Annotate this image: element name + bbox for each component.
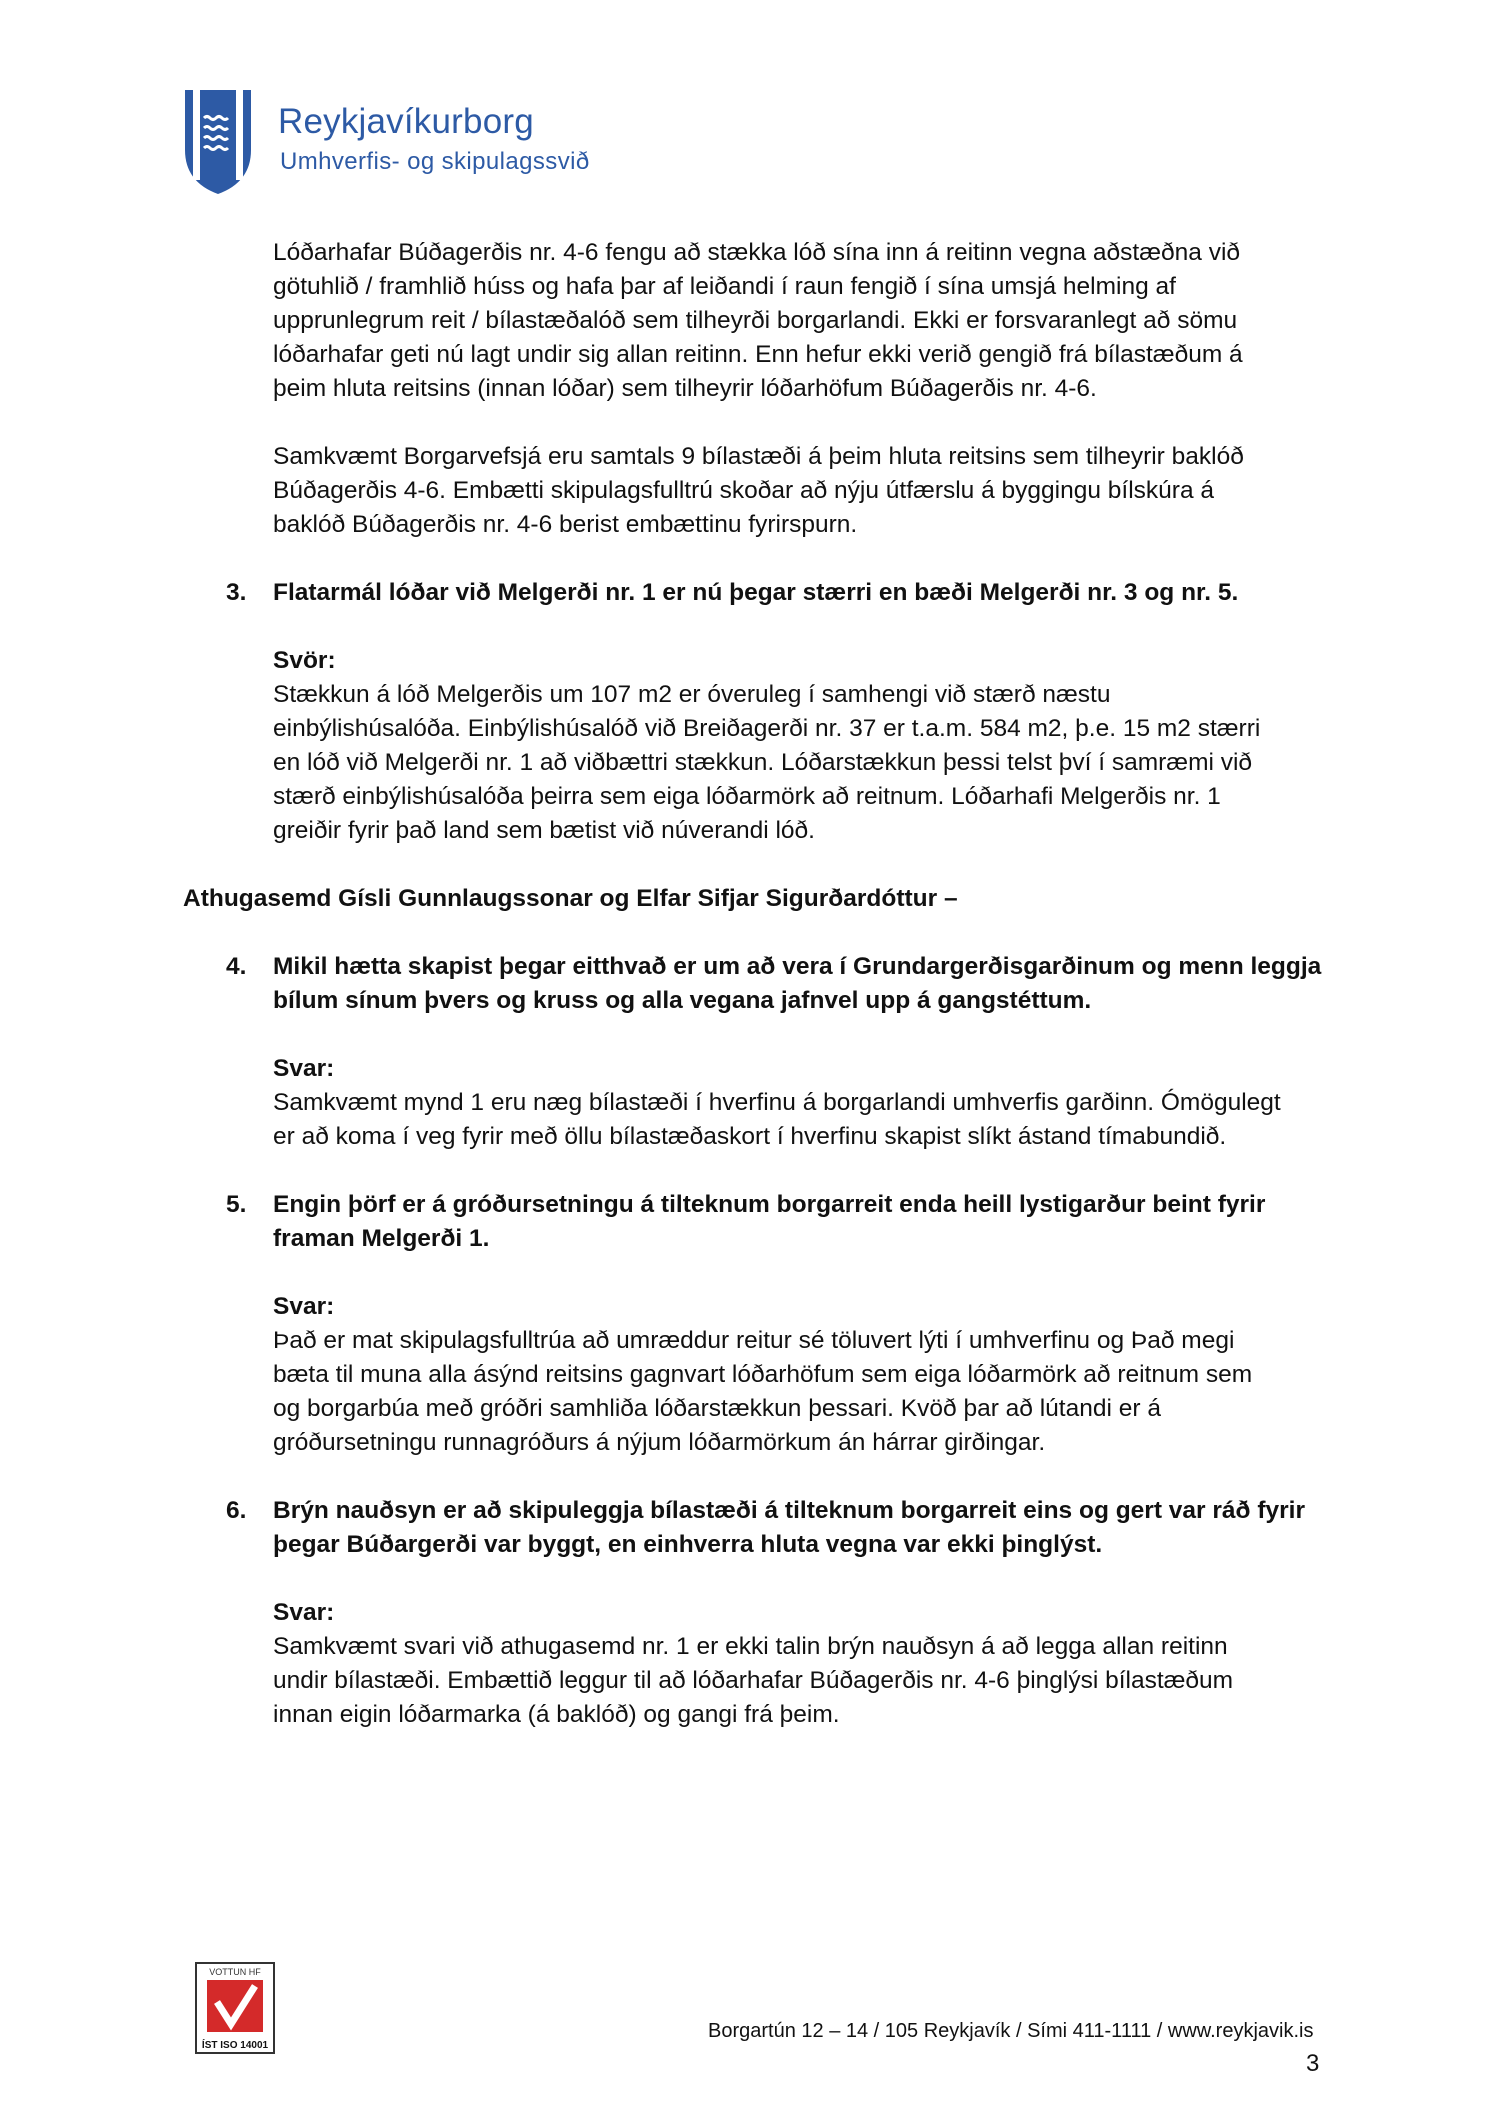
answer-line: en lóð við Melgerði nr. 1 að viðbættri stækkun. Lóðarstækkun þessi telst því í samræmi við: [273, 749, 1253, 776]
question-line: Engin þörf er á gróðursetningu á tilteknum borgarreit enda heill lystigarður beint fyrir: [273, 1191, 1266, 1218]
answer-line: Stækkun á lóð Melgerðis um 107 m2 er óveruleg í samhengi við stærð næstu: [273, 681, 1111, 708]
body-line: Samkvæmt Borgarvefsjá eru samtals 9 bílastæði á þeim hluta reitsins sem tilheyrir baklóð: [273, 443, 1244, 470]
question-line: framan Melgerði 1.: [273, 1225, 490, 1252]
section-heading: Athugasemd Gísli Gunnlaugssonar og Elfar Sifjar Sigurðardóttur –: [183, 885, 958, 912]
body-line: Lóðarhafar Búðagerðis nr. 4-6 fengu að stækka lóð sína inn á reitinn vegna aðstæðna við: [273, 239, 1241, 266]
department-name: Umhverfis- og skipulagssvið: [280, 148, 590, 175]
answer-label: Svör:: [273, 647, 336, 674]
answer-line: gróðursetningu runnagróðurs á nýjum lóðarmörkum án hárrar girðingar.: [273, 1429, 1046, 1456]
page-number: 3: [1306, 2050, 1320, 2077]
body-line: þeim hluta reitsins (innan lóðar) sem tilheyrir lóðarhöfum Búðagerðis nr. 4-6.: [273, 375, 1097, 402]
body-line: götuhlið / framhlið húss og hafa þar af leiðandi í raun fengið í sína umsjá helming af: [273, 273, 1176, 300]
answer-line: undir bílastæði. Embættið leggur til að lóðarhafar Búðagerðis nr. 4-6 þinglýsi bílastæðum: [273, 1667, 1234, 1694]
question-line: þegar Búðargerði var byggt, en einhverra hluta vegna var ekki þinglýst.: [273, 1531, 1103, 1558]
svg-text:VOTTUN HF: VOTTUN HF: [209, 1967, 261, 1977]
answer-line: og borgarbúa með gróðri samhliða lóðarstækkun þessari. Kvöð þar að lútandi er á: [273, 1395, 1161, 1422]
item-number: 6.: [226, 1497, 247, 1524]
answer-line: er að koma í veg fyrir með öllu bílastæðaskort í hverfinu skapist slíkt ástand tímabundið.: [273, 1123, 1227, 1150]
question-line: Flatarmál lóðar við Melgerði nr. 1 er nú þegar stærri en bæði Melgerði nr. 3 og nr. 5.: [273, 579, 1239, 606]
item-number: 3.: [226, 579, 247, 606]
svg-text:ÍST ISO 14001: ÍST ISO 14001: [201, 2040, 269, 2051]
answer-line: Það er mat skipulagsfulltrúa að umræddur reitur sé töluvert lýti í umhverfinu og Það megi: [273, 1327, 1235, 1354]
question-line: Brýn nauðsyn er að skipuleggja bílastæði á tilteknum borgarreit eins og gert var ráð fyrir: [273, 1497, 1305, 1524]
item-number: 5.: [226, 1191, 247, 1218]
org-name: Reykjavíkurborg: [278, 102, 534, 141]
body-line: Búðagerðis 4-6. Embætti skipulagsfulltrú skoðar að nýju útfærslu á byggingu bílskúra á: [273, 477, 1215, 504]
answer-line: einbýlishúsalóða. Einbýlishúsalóð við Breiðagerði nr. 37 er t.a.m. 584 m2, þ.e. 15 m2 stærri: [273, 715, 1261, 742]
answer-line: innan eigin lóðarmarka (á baklóð) og gangi frá þeim.: [273, 1701, 840, 1728]
answer-line: stærð einbýlishúsalóða þeirra sem eiga lóðarmörk að reitnum. Lóðarhafi Melgerðis nr. 1: [273, 783, 1221, 810]
answer-label: Svar:: [273, 1055, 335, 1082]
answer-line: greiðir fyrir það land sem bætist við núverandi lóð.: [273, 817, 815, 844]
reykjavik-coat-of-arms-logo: [183, 88, 253, 196]
answer-label: Svar:: [273, 1293, 335, 1320]
question-line: Mikil hætta skapist þegar eitthvað er um að vera í Grundargerðisgarðinum og menn leggja: [273, 953, 1322, 980]
answer-label: Svar:: [273, 1599, 335, 1626]
question-line: bílum sínum þvers og kruss og alla vegana jafnvel upp á gangstéttum.: [273, 987, 1092, 1014]
answer-line: bæta til muna alla ásýnd reitsins gagnvart lóðarhöfum sem eiga lóðarmörk að reitnum sem: [273, 1361, 1253, 1388]
body-line: lóðarhafar geti nú lagt undir sig allan reitinn. Enn hefur ekki verið gengið frá bílastæðum á: [273, 341, 1243, 368]
answer-line: Samkvæmt mynd 1 eru næg bílastæði í hverfinu á borgarlandi umhverfis garðinn. Ómögulegt: [273, 1089, 1281, 1116]
footer-address: Borgartún 12 – 14 / 105 Reykjavík / Sími 411-1111 / www.reykjavik.is: [708, 2020, 1314, 2042]
answer-line: Samkvæmt svari við athugasemd nr. 1 er ekki talin brýn nauðsyn á að legga allan reitinn: [273, 1633, 1228, 1660]
item-number: 4.: [226, 953, 247, 980]
body-line: baklóð Búðagerðis nr. 4-6 berist embættinu fyrirspurn.: [273, 511, 858, 538]
body-line: upprunlegrum reit / bílastæðalóð sem tilheyrði borgarlandi. Ekki er forsvaranlegt að sömu: [273, 307, 1238, 334]
iso-certification-logo: [195, 1962, 275, 2054]
